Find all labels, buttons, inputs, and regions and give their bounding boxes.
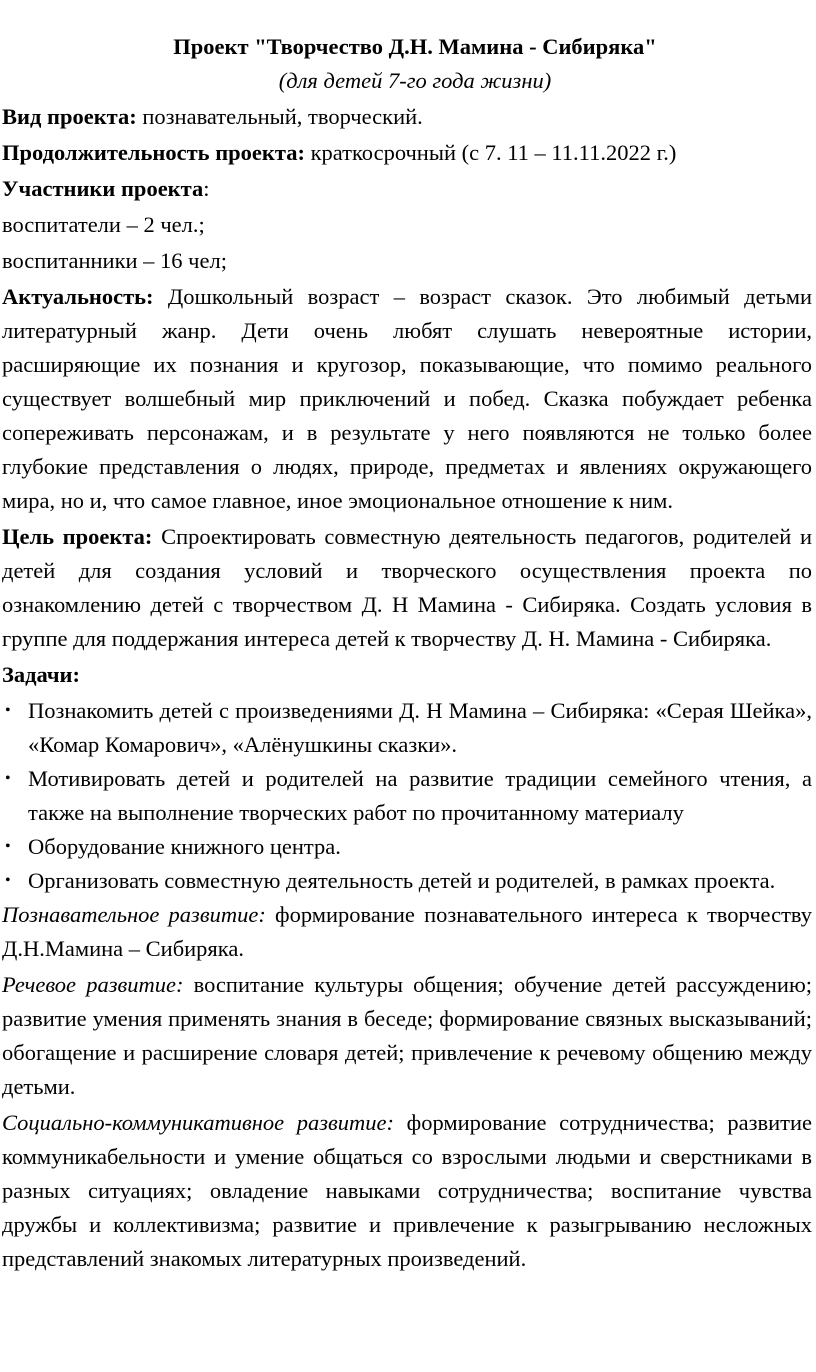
social-development-label: Социально-коммуникативное развитие: bbox=[2, 1110, 395, 1135]
project-duration-value: краткосрочный (с 7. 11 – 11.11.2022 г.) bbox=[304, 140, 677, 165]
list-item bbox=[2, 830, 812, 864]
relevance-paragraph bbox=[2, 280, 812, 518]
document-subtitle: (для детей 7-го года жизни) bbox=[278, 68, 552, 93]
project-duration-line bbox=[2, 136, 812, 170]
bullet-icon: • bbox=[5, 838, 11, 855]
cognitive-development-paragraph bbox=[2, 898, 812, 966]
task-text: Оборудование книжного центра. bbox=[28, 834, 341, 859]
relevance-label: Актуальность: bbox=[2, 284, 154, 309]
participants-item-children: воспитанники – 16 чел; bbox=[2, 248, 227, 273]
speech-development-label: Речевое развитие: bbox=[2, 972, 184, 997]
tasks-label: Задачи: bbox=[2, 662, 81, 687]
speech-development-text: воспитание культуры общения; обучение детей рассуждению; развитие умения применять знания в беседе; формирование связных высказываний; обогащение и расширение словаря детей; привлечение к речевому общению между детьми. bbox=[2, 972, 813, 1099]
cognitive-development-text: формирование познавательного интереса к творчеству Д.Н.Мамина – Сибиряка. bbox=[2, 902, 813, 961]
task-text: Познакомить детей с произведениями Д. Н Мамина – Сибиряка: «Серая Шейка», «Комар Комарович», «Алёнушкины сказки». bbox=[28, 698, 812, 757]
document-title: Проект "Творчество Д.Н. Мамина - Сибиряка" bbox=[173, 34, 657, 59]
task-text: Мотивировать детей и родителей на развитие традиции семейного чтения, а также на выполнение творческих работ по прочитанному материалу bbox=[28, 766, 812, 825]
bullet-icon: • bbox=[5, 872, 11, 889]
project-type-line bbox=[2, 100, 812, 134]
goal-text: Спроектировать совместную деятельность педагогов, родителей и детей для создания условий и творческого осуществления проекта по ознакомлению детей с творчеством Д. Н Мамина - Сибиряка. Создать условия в группе для поддержания интереса детей к творчеству Д. Н. Мамина - Сибиряка. bbox=[2, 524, 812, 651]
speech-development-paragraph bbox=[2, 968, 812, 1104]
bullet-icon: • bbox=[5, 702, 11, 719]
participants-item-teachers: воспитатели – 2 чел.; bbox=[2, 212, 205, 237]
participants-colon: : bbox=[203, 176, 210, 201]
participants-label: Участники проекта bbox=[2, 176, 204, 201]
list-item bbox=[2, 864, 812, 898]
goal-label: Цель проекта: bbox=[2, 524, 153, 549]
project-type-value: познавательный, творческий. bbox=[136, 104, 423, 129]
tasks-list bbox=[2, 694, 812, 898]
goal-paragraph bbox=[2, 520, 812, 656]
list-item bbox=[2, 694, 812, 762]
project-duration-label: Продолжительность проекта: bbox=[2, 140, 305, 165]
tasks-heading bbox=[2, 658, 812, 692]
bullet-icon: • bbox=[5, 770, 11, 787]
task-text: Организовать совместную деятельность детей и родителей, в рамках проекта. bbox=[28, 868, 776, 893]
cognitive-development-label: Познавательное развитие: bbox=[2, 902, 266, 927]
relevance-text: Дошкольный возраст – возраст сказок. Это любимый детьми литературный жанр. Дети очень любят слушать невероятные истории, расширяющие их познания и кругозор, показывающие, что помимо реального существует волшебный мир приключений и побед. Сказка побуждает ребенка сопереживать персонажам, и в результате у него появляются не только более глубокие представления о людях, природе, предметах и явлениях окружающего мира, но и, что самое главное, иное эмоциональное отношение к ним. bbox=[2, 284, 812, 513]
project-type-label: Вид проекта: bbox=[2, 104, 137, 129]
social-development-paragraph bbox=[2, 1106, 812, 1276]
list-item bbox=[2, 762, 812, 830]
participants-heading bbox=[2, 172, 812, 206]
social-development-text: формирование сотрудничества; развитие коммуникабельности и умение общаться со взрослыми людьми и сверстниками в разных ситуациях; овладение навыками сотрудничества; воспитание чувства дружбы и коллективизма; развитие и привлечение к разыгрыванию несложных представлений знакомых литературных произведений. bbox=[2, 1110, 812, 1271]
